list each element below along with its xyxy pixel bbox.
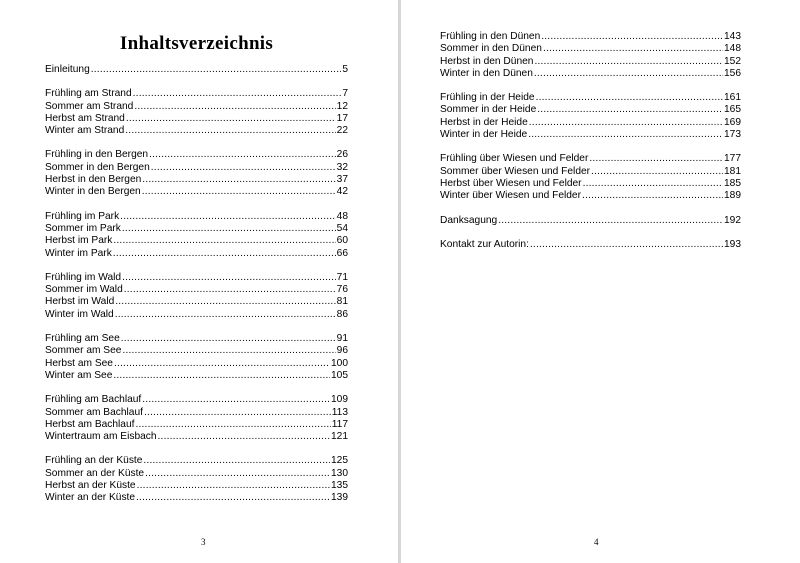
toc-entry[interactable]	[45, 431, 348, 443]
toc-entry-title: Herbst in den Bergen	[45, 174, 142, 186]
toc-entry-title: Sommer in den Dünen	[440, 43, 542, 55]
toc-list-right	[440, 31, 741, 263]
toc-entry[interactable]	[440, 190, 741, 202]
toc-list-left	[45, 64, 348, 517]
dot-leader	[528, 129, 723, 141]
dot-leader	[144, 407, 331, 419]
dot-leader	[133, 88, 342, 100]
toc-entry[interactable]	[45, 149, 348, 161]
toc-group	[440, 215, 741, 227]
toc-entry-title: Winter über Wiesen und Felder	[440, 190, 581, 202]
toc-entry[interactable]	[45, 125, 348, 137]
toc-entry-title: Winter in den Bergen	[45, 186, 141, 198]
toc-entry-page: 177	[724, 153, 741, 165]
toc-entry[interactable]	[45, 101, 348, 113]
toc-entry-page: 169	[724, 116, 741, 128]
dot-leader	[536, 92, 723, 104]
dot-leader	[591, 166, 723, 178]
toc-group	[45, 149, 348, 198]
dot-leader	[142, 186, 336, 198]
dot-leader	[114, 358, 330, 370]
toc-entry[interactable]	[440, 56, 741, 68]
toc-entry[interactable]	[45, 394, 348, 406]
dot-leader	[498, 215, 723, 227]
toc-entry-page: 42	[336, 186, 348, 198]
dot-leader	[530, 239, 723, 251]
dot-leader	[122, 272, 336, 284]
toc-entry[interactable]	[440, 92, 741, 104]
dot-leader	[543, 43, 723, 55]
toc-entry-title: Frühling in der Heide	[440, 92, 535, 104]
toc-entry-page: 22	[336, 125, 348, 137]
toc-entry[interactable]	[45, 174, 348, 186]
dot-leader	[151, 162, 336, 174]
toc-entry-title: Sommer in den Bergen	[45, 161, 150, 173]
toc-entry-page: 91	[336, 333, 348, 345]
toc-entry[interactable]	[45, 419, 348, 431]
toc-entry-title: Frühling im Park	[45, 210, 120, 222]
toc-entry-title: Sommer an der Küste	[45, 467, 145, 479]
toc-entry[interactable]	[440, 31, 741, 43]
toc-entry[interactable]	[45, 345, 348, 357]
toc-entry[interactable]	[440, 129, 741, 141]
dot-leader	[91, 64, 342, 76]
dot-leader	[541, 31, 723, 43]
dot-leader	[149, 149, 336, 161]
toc-entry[interactable]	[45, 113, 348, 125]
toc-entry[interactable]	[440, 166, 741, 178]
toc-entry-page: 117	[331, 418, 348, 430]
toc-entry-title: Herbst im Wald	[45, 296, 115, 308]
dot-leader	[529, 117, 723, 129]
toc-entry-title: Herbst an der Küste	[45, 480, 136, 492]
right-page	[401, 0, 800, 563]
toc-entry-page: 7	[342, 88, 348, 100]
toc-entry-title: Herbst am See	[45, 357, 113, 369]
toc-entry-title: Frühling am Strand	[45, 88, 132, 100]
toc-entry-title: Frühling am See	[45, 333, 120, 345]
toc-entry[interactable]	[45, 235, 348, 247]
toc-entry-page: 173	[724, 129, 741, 141]
toc-entry[interactable]	[45, 358, 348, 370]
toc-entry-page: 181	[724, 165, 741, 177]
toc-entry-page: 192	[724, 214, 741, 226]
dot-leader	[126, 113, 336, 125]
toc-entry-page: 125	[331, 455, 348, 467]
toc-entry[interactable]	[45, 223, 348, 235]
toc-entry[interactable]	[45, 468, 348, 480]
dot-leader	[115, 309, 336, 321]
toc-entry-title: Winter in der Heide	[440, 129, 528, 141]
toc-entry[interactable]	[440, 239, 741, 251]
dot-leader	[142, 394, 330, 406]
toc-entry-title: Winter im Wald	[45, 308, 114, 320]
dot-leader	[113, 370, 330, 382]
toc-entry-page: 12	[336, 100, 348, 112]
toc-group	[45, 211, 348, 260]
toc-entry[interactable]	[45, 64, 348, 76]
page-number-right: 4	[594, 537, 599, 547]
toc-entry-title: Herbst in der Heide	[440, 116, 528, 128]
dot-leader	[589, 153, 723, 165]
toc-entry-page: 165	[724, 104, 741, 116]
toc-entry-title: Frühling in den Dünen	[440, 31, 541, 42]
toc-entry-title: Sommer im Wald	[45, 284, 123, 296]
dot-leader	[113, 248, 336, 260]
dot-leader	[115, 296, 335, 308]
toc-group	[45, 455, 348, 504]
toc-entry-page: 135	[331, 480, 348, 492]
toc-entry-title: Sommer über Wiesen und Felder	[440, 165, 591, 177]
toc-entry-page: 148	[724, 43, 741, 55]
toc-entry-title: Herbst am Strand	[45, 112, 125, 124]
toc-entry-title: Wintertraum am Eisbach	[45, 431, 157, 443]
toc-entry-title: Herbst am Bachlauf	[45, 418, 135, 430]
toc-entry-page: 105	[331, 369, 348, 381]
dot-leader	[582, 190, 723, 202]
dot-leader	[534, 68, 723, 80]
toc-title: Inhaltsverzeichnis	[119, 33, 274, 54]
toc-entry-page: 143	[724, 31, 741, 42]
toc-entry[interactable]	[45, 407, 348, 419]
dot-leader	[135, 419, 330, 431]
dot-leader	[113, 235, 335, 247]
dot-leader	[125, 125, 335, 137]
toc-entry-page: 71	[336, 271, 348, 283]
toc-entry-page: 121	[331, 431, 348, 443]
dot-leader	[143, 455, 330, 467]
toc-entry-page: 17	[336, 112, 348, 124]
toc-entry-title: Kontakt zur Autorin:	[440, 238, 529, 250]
toc-entry[interactable]	[45, 272, 348, 284]
toc-group	[440, 239, 741, 251]
toc-entry-page: 152	[724, 55, 741, 67]
toc-entry-title: Sommer am Strand	[45, 100, 134, 112]
toc-entry-title: Frühling im Wald	[45, 271, 122, 283]
toc-entry-title: Danksagung	[440, 214, 498, 226]
toc-entry-page: 48	[336, 210, 348, 222]
toc-entry-page: 161	[724, 92, 741, 104]
toc-entry[interactable]	[45, 186, 348, 198]
toc-entry-title: Herbst im Park	[45, 235, 113, 247]
toc-group	[440, 92, 741, 141]
toc-entry[interactable]	[440, 43, 741, 55]
toc-entry[interactable]	[440, 68, 741, 80]
toc-entry[interactable]	[440, 215, 741, 227]
toc-entry-title: Herbst in den Dünen	[440, 55, 534, 67]
toc-group	[45, 333, 348, 382]
toc-entry-page: 185	[724, 177, 741, 189]
toc-entry-page: 32	[336, 161, 348, 173]
page-number-left: 3	[201, 537, 206, 547]
toc-group	[45, 272, 348, 321]
toc-entry[interactable]	[45, 309, 348, 321]
toc-entry-page: 109	[331, 394, 348, 406]
dot-leader	[124, 284, 336, 296]
toc-entry[interactable]	[45, 492, 348, 504]
toc-group	[45, 88, 348, 137]
toc-entry-title: Winter am See	[45, 369, 113, 381]
toc-entry-page: 139	[331, 492, 348, 504]
toc-entry-page: 96	[336, 345, 348, 357]
dot-leader	[158, 431, 330, 443]
toc-entry[interactable]	[45, 370, 348, 382]
toc-entry-title: Winter am Strand	[45, 125, 125, 137]
toc-group	[440, 31, 741, 80]
toc-entry[interactable]	[45, 211, 348, 223]
toc-entry[interactable]	[440, 153, 741, 165]
dot-leader	[137, 480, 330, 492]
toc-entry[interactable]	[45, 284, 348, 296]
toc-entry[interactable]	[45, 88, 348, 100]
toc-entry-page: 37	[336, 174, 348, 186]
toc-entry[interactable]	[440, 104, 741, 116]
toc-entry[interactable]	[45, 162, 348, 174]
toc-entry-page: 26	[336, 149, 348, 161]
toc-entry-title: Winter in den Dünen	[440, 67, 533, 79]
toc-entry-title: Winter im Park	[45, 247, 112, 259]
toc-entry-page: 66	[336, 247, 348, 259]
toc-entry[interactable]	[45, 296, 348, 308]
toc-entry[interactable]	[440, 117, 741, 129]
dot-leader	[583, 178, 723, 190]
toc-entry-title: Frühling in den Bergen	[45, 149, 149, 161]
toc-entry-title: Frühling über Wiesen und Felder	[440, 153, 589, 165]
toc-entry-page: 189	[724, 190, 741, 202]
toc-entry-page: 193	[724, 238, 741, 250]
dot-leader	[122, 223, 336, 235]
toc-entry[interactable]	[440, 178, 741, 190]
toc-entry-page: 100	[331, 357, 348, 369]
toc-entry[interactable]	[45, 333, 348, 345]
toc-entry-page: 113	[331, 406, 348, 418]
toc-entry-title: Sommer am See	[45, 345, 122, 357]
toc-entry-title: Herbst über Wiesen und Felder	[440, 177, 582, 189]
toc-entry[interactable]	[45, 480, 348, 492]
toc-entry-title: Sommer am Bachlauf	[45, 406, 143, 418]
toc-entry-title: Sommer in der Heide	[440, 104, 537, 116]
dot-leader	[142, 174, 335, 186]
toc-entry[interactable]	[45, 248, 348, 260]
dot-leader	[145, 468, 330, 480]
toc-entry-title: Winter an der Küste	[45, 492, 136, 504]
toc-group	[45, 64, 348, 76]
toc-entry-title: Einleitung	[45, 64, 90, 75]
left-page	[0, 0, 398, 563]
dot-leader	[134, 101, 335, 113]
dot-leader	[537, 104, 723, 116]
toc-entry-page: 60	[336, 235, 348, 247]
toc-entry-title: Sommer im Park	[45, 222, 121, 234]
toc-entry-page: 156	[724, 67, 741, 79]
dot-leader	[122, 345, 335, 357]
dot-leader	[136, 492, 330, 504]
toc-group	[45, 394, 348, 443]
toc-entry[interactable]	[45, 455, 348, 467]
dot-leader	[121, 333, 336, 345]
toc-entry-page: 130	[331, 467, 348, 479]
toc-entry-title: Frühling an der Küste	[45, 455, 143, 467]
toc-entry-page: 54	[336, 222, 348, 234]
toc-entry-page: 86	[336, 308, 348, 320]
toc-group	[440, 153, 741, 202]
dot-leader	[120, 211, 335, 223]
toc-entry-page: 5	[342, 64, 348, 75]
toc-entry-page: 76	[336, 284, 348, 296]
toc-entry-title: Frühling am Bachlauf	[45, 394, 142, 406]
toc-entry-page: 81	[336, 296, 348, 308]
dot-leader	[534, 56, 723, 68]
